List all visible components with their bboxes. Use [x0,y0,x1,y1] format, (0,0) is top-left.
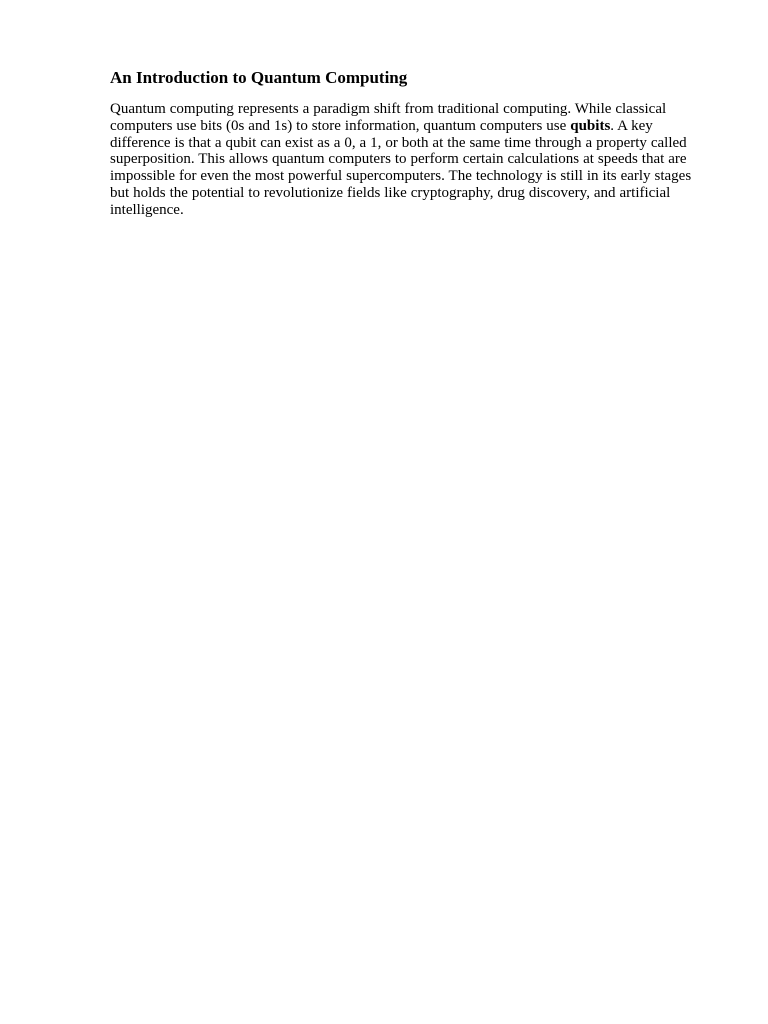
paragraph-text-end: . A key difference is that a qubit can exist as a 0, a 1, or both at the same time through a property called superposition. This allows quantum computers to perform certain calculations at speeds that are impossible for even the most powerful supercomputers. The technology is still in its early stages but holds the potential to revolutionize fields like cryptography, drug discovery, and artificial intelligence. [110,117,692,218]
document-title: An Introduction to Quantum Computing [110,68,408,87]
paragraph-text-start: Quantum computing represents a paradigm shift from traditional computing. While classical computers use bits (0s and 1s) to store information, quantum computers use [110,101,667,134]
bold-term-qubits: qubits [570,117,611,134]
document-page [110,66,710,219]
body-paragraph [110,101,710,219]
